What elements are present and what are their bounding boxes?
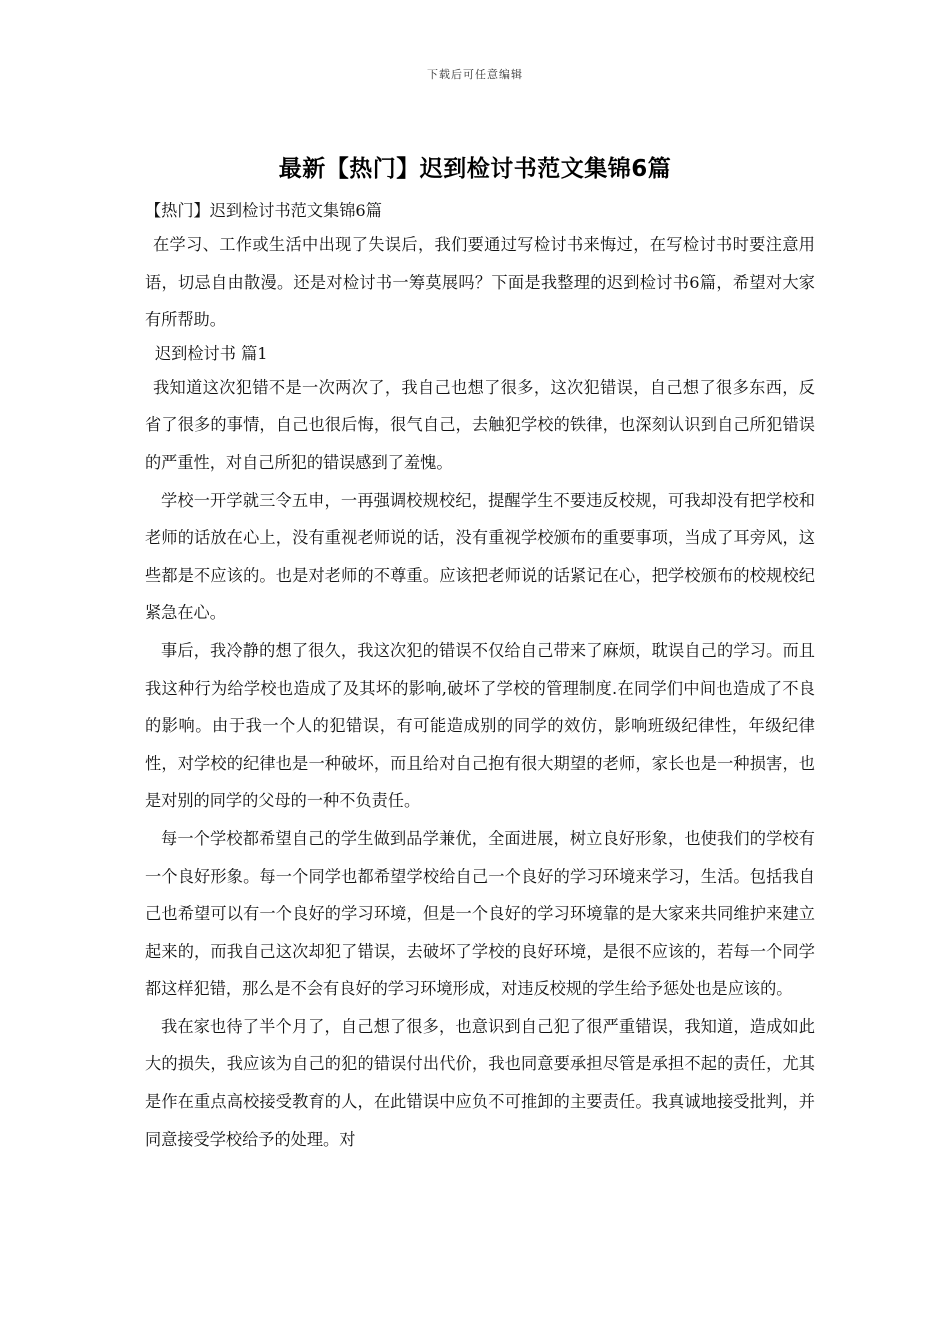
intro-paragraph: 在学习、工作或生活中出现了失误后，我们要通过写检讨书来悔过，在写检讨书时要注意用语，切忌自由散漫。还是对检讨书一筹莫展吗？下面是我整理的迟到检讨书6篇，希望对大家有所帮助。 [145,235,815,330]
section-title: 迟到检讨书 篇1 [155,343,268,363]
body-paragraph-4: 每一个学校都希望自己的学生做到品学兼优，全面进展，树立良好形象，也使我们的学校有一个良好形象。每一个同学也都希望学校给自己一个良好的学习环境来学习，生活。包括我自己也希望可以有一个良好的学习环境，但是一个良好的学习环境靠的是大家来共同维护来建立起来的，而我自己这次却犯了错误，去破坏了学校的良好环境，是很不应该的，若每一个同学都这样犯错，那么是不会有良好的学习环境形成，对违反校规的学生给予惩处也是应该的。 [145,828,815,999]
document-subtitle: 【热门】迟到检讨书范文集锦6篇 [145,201,382,220]
body-paragraph-3: 事后，我冷静的想了很久，我这次犯的错误不仅给自己带来了麻烦，耽误自己的学习。而且我这种行为给学校也造成了及其坏的影响,破坏了学校的管理制度.在同学们中间也造成了不良的影响。由于我一个人的犯错误，有可能造成别的同学的效仿，影响班级纪律性，年级纪律性，对学校的纪律也是一种破坏，而且给对自己抱有很大期望的老师，家长也是一种损害，也是对别的同学的父母的一种不负责任。 [145,640,815,811]
document-title: 最新【热门】迟到检讨书范文集锦6篇 [278,156,672,182]
body-paragraph-1: 我知道这次犯错不是一次两次了，我自己也想了很多，这次犯错误，自己想了很多东西，反省了很多的事情，自己也很后悔，很气自己，去触犯学校的铁律，也深刻认识到自己所犯错误的严重性，对自己所犯的错误感到了羞愧。 [145,377,815,472]
body-paragraph-5: 我在家也待了半个月了，自己想了很多，也意识到自己犯了很严重错误，我知道，造成如此大的损失，我应该为自己的犯的错误付出代价，我也同意要承担尽管是承担不起的责任，尤其是作在重点高校接受教育的人，在此错误中应负不可推卸的主要责任。我真诚地接受批判，并同意接受学校给予的处理。对 [145,1016,815,1149]
body-paragraph-2: 学校一开学就三令五申，一再强调校规校纪，提醒学生不要违反校规，可我却没有把学校和老师的话放在心上，没有重视老师说的话，没有重视学校颁布的重要事项，当成了耳旁风，这些都是不应该的。也是对老师的不尊重。应该把老师说的话紧记在心，把学校颁布的校规校纪紧急在心。 [145,490,815,623]
header-note: 下载后可任意编辑 [427,68,523,81]
document-body [145,196,815,1158]
